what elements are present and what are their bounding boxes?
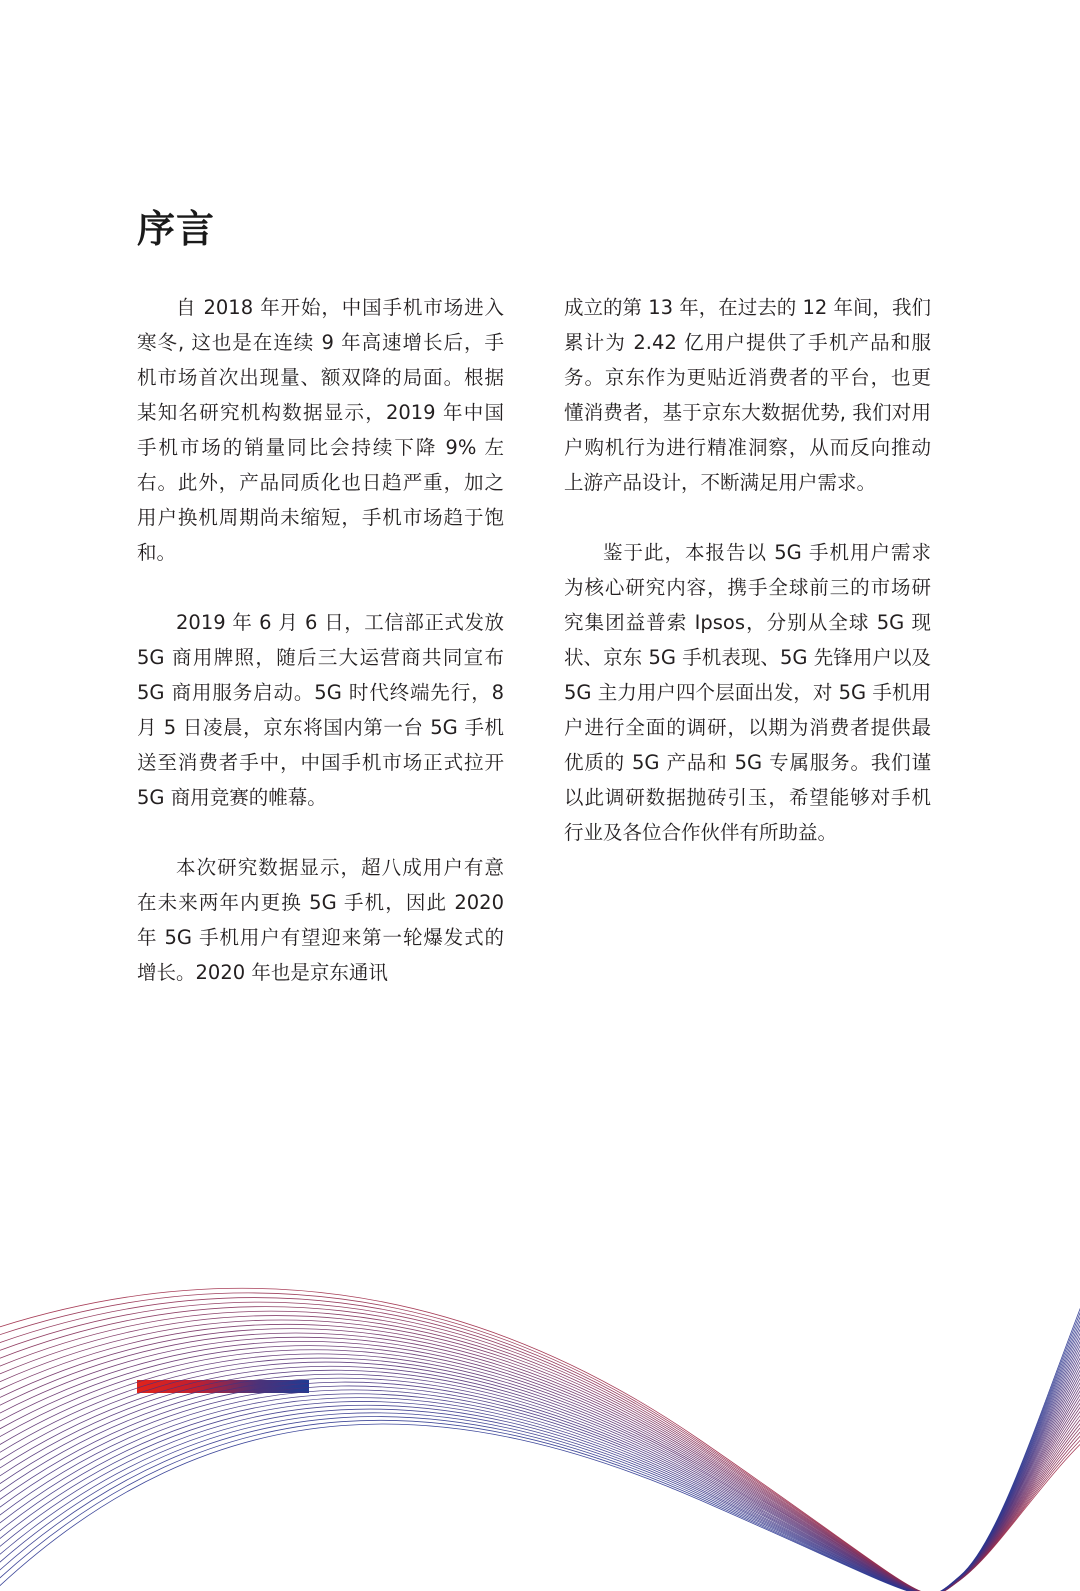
decorative-wave-lines — [0, 1280, 1080, 1591]
wave-line — [0, 1320, 1080, 1591]
wave-line — [0, 1299, 1080, 1591]
wave-line — [0, 1333, 1080, 1591]
wave-line — [0, 1293, 1080, 1591]
paragraph-research-data: 本次研究数据显示，超八成用户有意在未来两年内更换 5G 手机，因此 2020 年 5G 手机用户有望迎来第一轮爆发式的增长。2020 年也是京东通讯 — [137, 856, 504, 984]
wave-line — [0, 1314, 1080, 1591]
wave-line — [0, 1289, 1080, 1591]
wave-line — [0, 1288, 1080, 1591]
paragraph-market-winter: 自 2018 年开始，中国手机市场进入寒冬, 这也是在连续 9 年高速增长后，手机市场首次出现量、额双降的局面。根据某知名研究机构数据显示，2019 年中国手机市场的销量同比会持续下降 9% 左右。此外，产品同质化也日趋严重，加之用户换机周期尚未缩短，手机市场趋于饱和。 — [137, 296, 504, 564]
left-column — [137, 290, 504, 1025]
wave-line — [0, 1294, 1080, 1591]
wave-line — [0, 1354, 1080, 1591]
right-column — [564, 290, 931, 885]
wave-line — [0, 1348, 1080, 1591]
wave-line — [0, 1307, 1080, 1591]
paragraph-report-scope: 鉴于此，本报告以 5G 手机用户需求为核心研究内容，携手全球前三的市场研究集团益普索 Ipsos，分别从全球 5G 现状、京东 5G 手机表现、5G 先锋用户以及 5G 主力用户四个层面出发，对 5G 手机用户进行全面的调研，以期为消费者提供最优质的 5G 产品和 5G 专属服务。我们谨以此调研数据抛砖引玉，希望能够对手机行业及各位合作伙伴有所助益。 — [564, 541, 931, 844]
paragraph-5g-license: 2019 年 6 月 6 日，工信部正式发放 5G 商用牌照，随后三大运营商共同宣布 5G 商用服务启动。5G 时代终端先行，8 月 5 日凌晨，京东将国内第一台 5G 手机送至消费者手中，中国手机市场正式拉开 5G 商用竞赛的帷幕。 — [137, 611, 504, 809]
wave-line — [0, 1285, 1080, 1591]
wave-line — [0, 1338, 1080, 1591]
page-title: 序言 — [137, 207, 216, 251]
paragraph-research-data-continued: 成立的第 13 年，在过去的 12 年间，我们累计为 2.42 亿用户提供了手机产品和服务。京东作为更贴近消费者的平台，也更懂消费者，基于京东大数据优势, 我们对用户购机行为进行精准洞察，从而反向推动上游产品设计，不断满足用户需求。 — [564, 296, 931, 494]
wave-line — [0, 1337, 1080, 1591]
wave-line — [0, 1333, 1080, 1591]
wave-line — [0, 1352, 1080, 1591]
wave-line — [0, 1304, 1080, 1591]
